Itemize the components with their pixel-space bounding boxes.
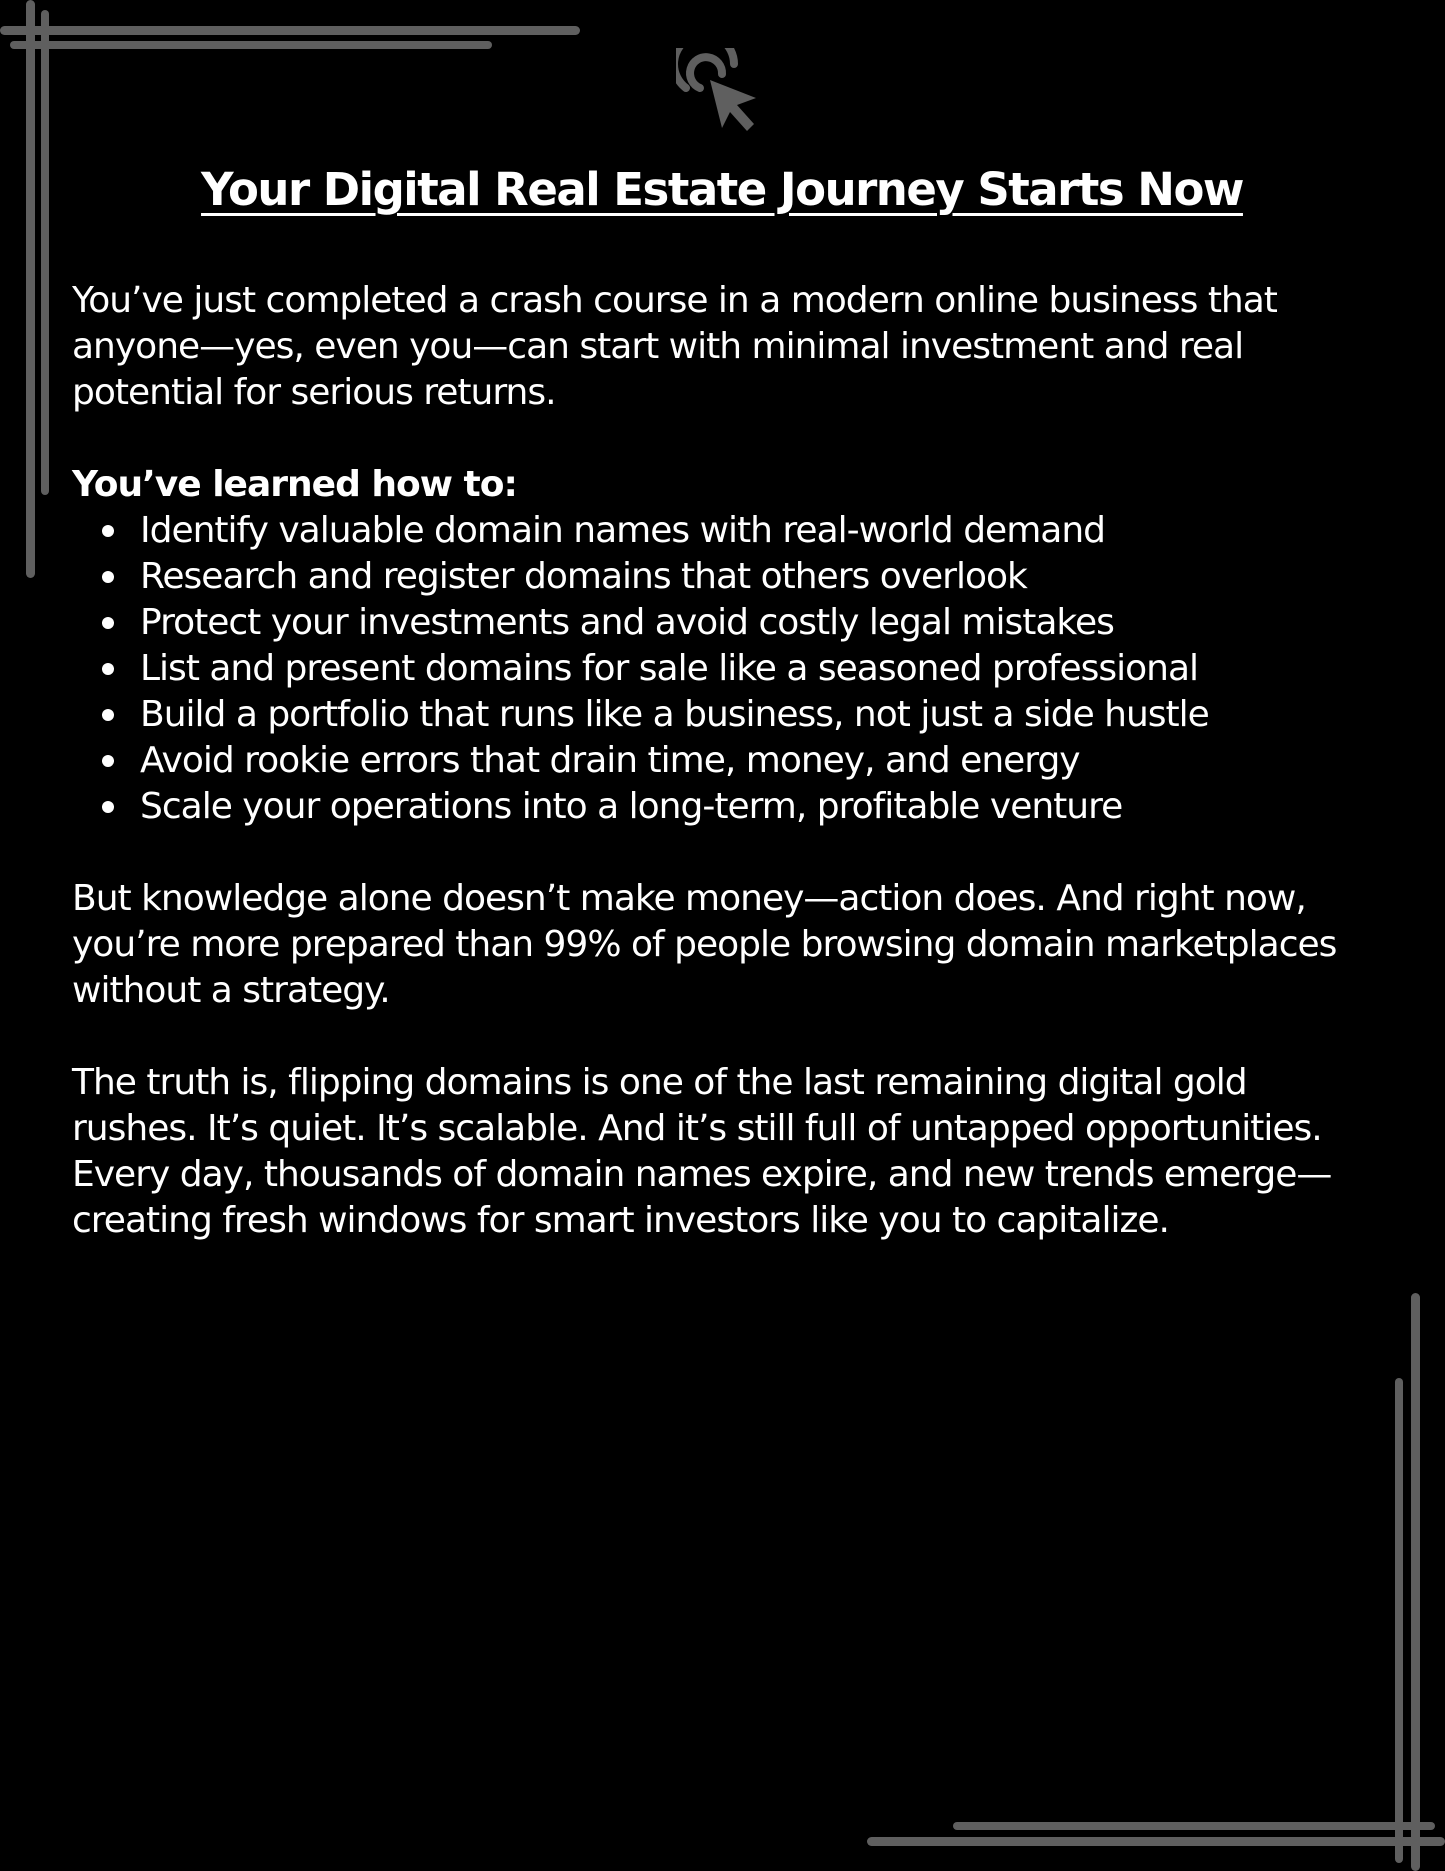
list-item-text: List and present domains for sale like a seasoned professional: [140, 648, 1199, 689]
list-item: [72, 692, 1372, 738]
learned-list: [72, 508, 1372, 830]
list-item-text: Scale your operations into a long-term, profitable venture: [140, 786, 1123, 827]
list-item: [72, 600, 1372, 646]
bullet-icon: [102, 617, 114, 629]
bullet-icon: [102, 801, 114, 813]
corner-bar-top-left-horizontal-outer: [0, 26, 580, 35]
action-paragraph: But knowledge alone doesn’t make money—action does. And right now, you’re more prepared than 99% of people browsing domain marketplaces without a strategy.: [72, 878, 1337, 1011]
corner-bar-bottom-right-vertical-outer: [1411, 1293, 1420, 1871]
bullet-icon: [102, 755, 114, 767]
bullet-icon: [102, 571, 114, 583]
corner-bar-bottom-right-horizontal-outer: [867, 1837, 1445, 1846]
corner-bar-bottom-right-horizontal-inner: [953, 1822, 1435, 1830]
list-item: [72, 554, 1372, 600]
list-item-text: Identify valuable domain names with real-world demand: [140, 510, 1105, 551]
list-item: [72, 784, 1372, 830]
corner-bar-top-left-vertical-inner: [41, 10, 49, 495]
list-item-text: Protect your investments and avoid costly legal mistakes: [140, 602, 1114, 643]
list-item: [72, 508, 1372, 554]
bullet-icon: [102, 525, 114, 537]
learned-heading: You’ve learned how to:: [72, 464, 517, 505]
corner-bar-top-left-vertical-outer: [26, 0, 35, 578]
bullet-icon: [102, 709, 114, 721]
truth-paragraph: The truth is, flipping domains is one of the last remaining digital gold rushes. It’s quiet. It’s scalable. And it’s still full of untapped opportunities. Every day, thousands of domain names expire, and new trends emerge—creating fresh windows for smart investors like you to capitalize.: [72, 1062, 1332, 1241]
page-title: Your Digital Real Estate Journey Starts Now: [201, 163, 1243, 216]
intro-paragraph: You’ve just completed a crash course in a modern online business that anyone—yes, even you—can start with minimal investment and real potential for serious returns.: [72, 280, 1277, 413]
corner-bar-bottom-right-vertical-inner: [1395, 1378, 1403, 1863]
corner-bar-top-left-horizontal-inner: [10, 41, 492, 49]
cursor-click-icon: [676, 48, 766, 138]
list-item-text: Avoid rookie errors that drain time, money, and energy: [140, 740, 1080, 781]
list-item-text: Research and register domains that others overlook: [140, 556, 1027, 597]
list-item: [72, 738, 1372, 784]
list-item: [72, 646, 1372, 692]
document-body: [72, 160, 1372, 1244]
bullet-icon: [102, 663, 114, 675]
list-item-text: Build a portfolio that runs like a business, not just a side hustle: [140, 694, 1209, 735]
